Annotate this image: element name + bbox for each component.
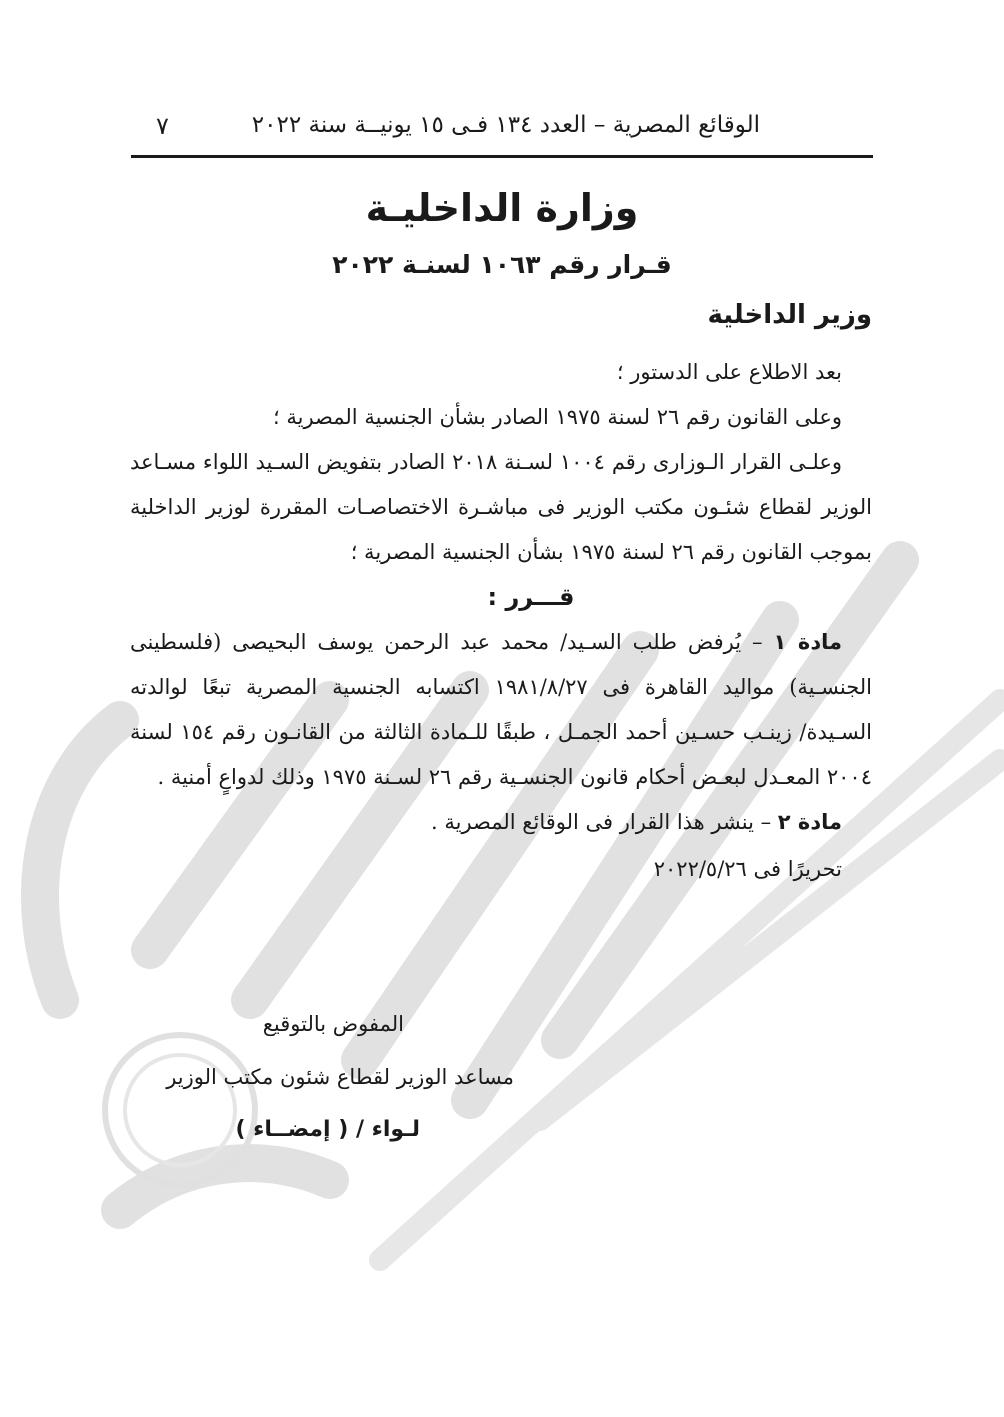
signature-title: مساعد الوزير لقطاع شئون مكتب الوزير <box>166 1065 514 1089</box>
page-number: ٧ <box>156 112 169 140</box>
decree-body <box>130 350 872 892</box>
preamble-paragraph: بعد الاطلاع على الدستور ؛ <box>616 360 842 384</box>
issue-date: تحريرًا فى ٢٠٢٢/٥/٢٦ <box>653 857 842 881</box>
article-text: – ينشر هذا القرار فى الوقائع المصرية . <box>431 810 778 834</box>
signature-rank: لـواء / ( إمضــاء ) <box>235 1117 420 1142</box>
ministry-heading: وزارة الداخليـة <box>365 186 639 230</box>
article-label: مادة ٢ <box>777 810 842 834</box>
article-1 <box>130 620 872 800</box>
preamble-paragraph: وعلـى القرار الـوزارى رقم ١٠٠٤ لسـنة ٢٠١٨ الصادر بتفويض السـيد اللواء مسـاعد الوزير لقطاع شئـون مكتب الوزير فى مباشـرة الاختصاصـات المقررة لوزير الداخلية بموجب القانون رقم ٢٦ لسنة ١٩٧٥ بشأن الجنسية المصرية ؛ <box>130 450 872 564</box>
article-label: مادة ١ <box>773 630 842 654</box>
signature-authority: المفوض بالتوقيع <box>262 1012 404 1036</box>
issuer-heading: وزير الداخلية <box>707 300 872 330</box>
article-2 <box>130 800 872 845</box>
running-header <box>132 112 872 154</box>
decided-heading: قـــرر : <box>487 583 575 611</box>
running-head-text: الوقائع المصرية – العدد ١٣٤ فـى ١٥ يونيــة سنة ٢٠٢٢ <box>251 112 760 138</box>
article-text: – يُرفض طلب السـيد/ محمد عبد الرحمن يوسف البحيصى (فلسطينى الجنسـية) مواليد القاهرة فى ١٩٨١/٨/٢٧ اكتسابه الجنسية المصرية تبعًا لوالدته السـيدة/ زينـب حسـين أحمد الجمـل ، طبقًا للـمادة الثالثة من القانـون رقم ١٥٤ لسنة ٢٠٠٤ المعـدل لبعـض أحكام قانون الجنسـية رقم ٢٦ لسـنة ١٩٧٥ وذلك لدواعٍ أمنية . <box>130 630 872 789</box>
decree-title: قـرار رقم ١٠٦٣ لسنـة ٢٠٢٢ <box>332 250 672 279</box>
preamble-paragraph: وعلى القانون رقم ٢٦ لسنة ١٩٧٥ الصادر بشأن الجنسية المصرية ؛ <box>273 405 842 429</box>
header-divider <box>131 155 873 158</box>
